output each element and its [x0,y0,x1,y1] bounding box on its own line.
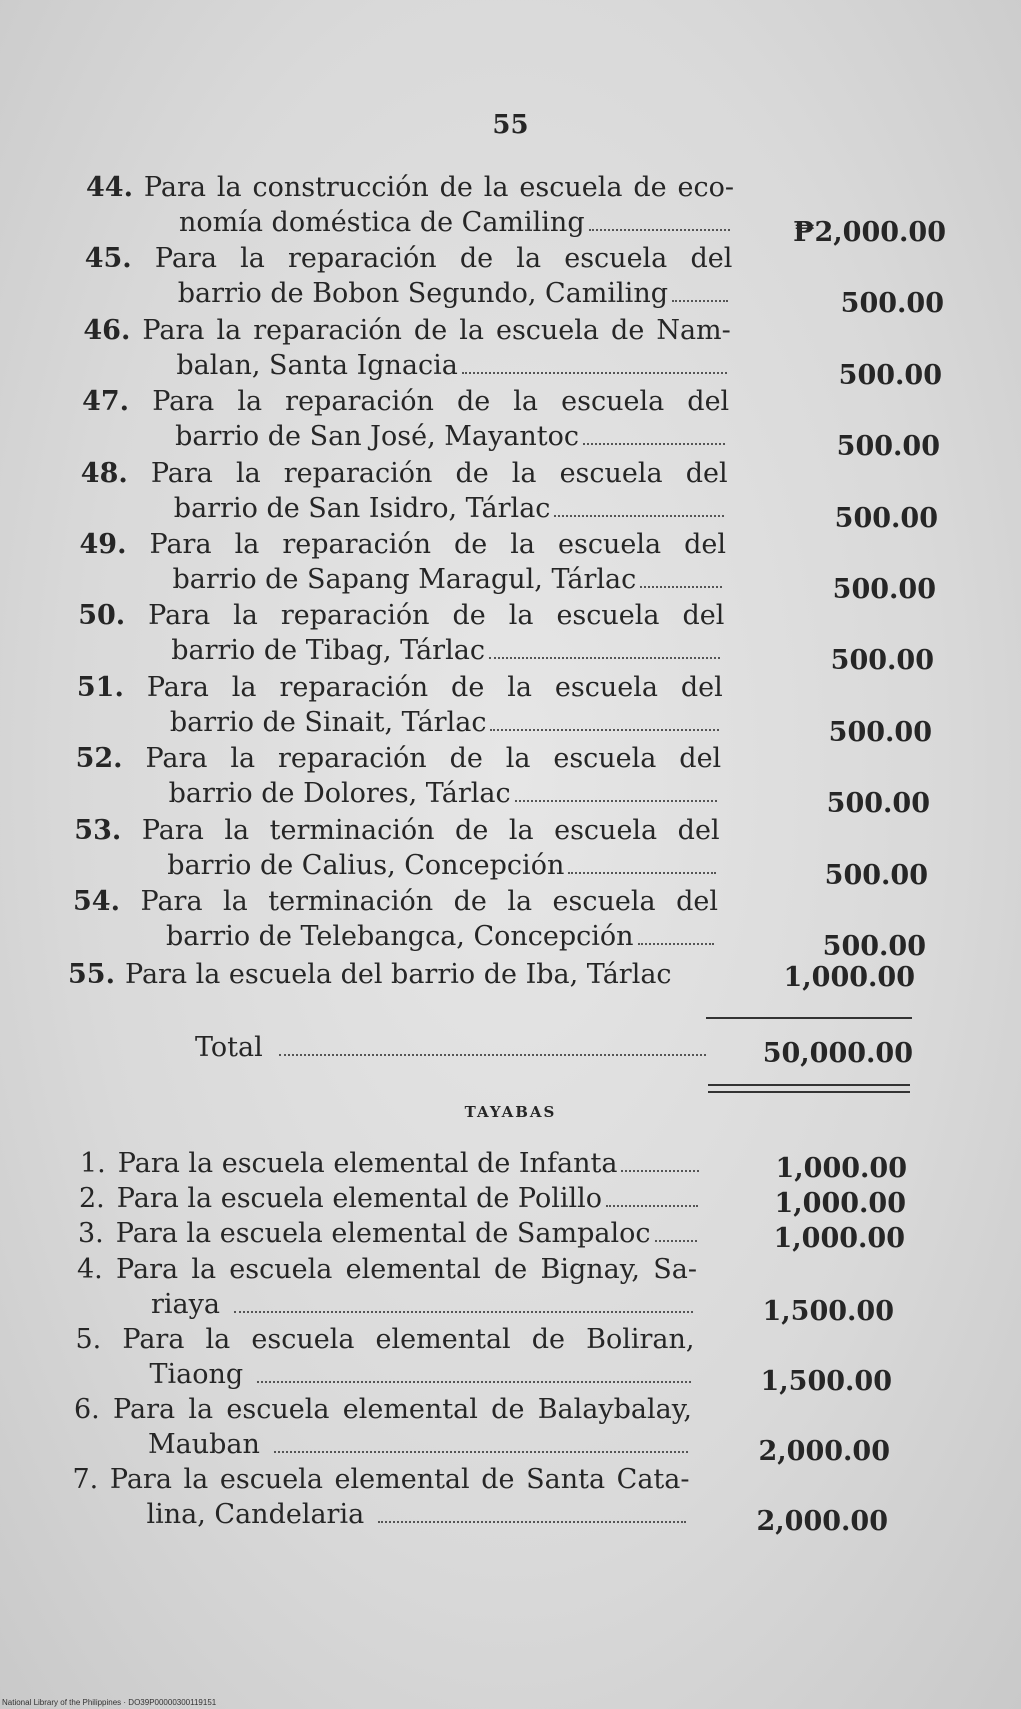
entry-line-1 [80,527,727,562]
entry-amount: 500.00 [840,288,944,320]
entry-line-1 [77,670,723,705]
entry-line-1 [73,1462,690,1497]
entry-line-1 [82,384,729,419]
total-label: Total [195,1032,263,1063]
entry-text-line-1: Para la escuela elemental de Balaybalay, [113,1394,692,1425]
entry-number: 5. [75,1324,102,1355]
entry-text-line-2: barrio de Sinait, Tárlac [169,706,487,738]
entry-number: 47. [82,386,130,418]
entry-item [81,456,728,526]
entry-text-line-1: Para la escuela elemental de Bignay, Sa- [116,1254,697,1285]
entry-amount: 500.00 [824,859,928,891]
total-row [195,1030,710,1065]
entry-text-line-1: Para la reparación de la escuela del [152,386,730,418]
entry-amount: 2,000.00 [756,1506,888,1537]
dot-leader [489,657,720,659]
dot-leader [655,1240,697,1242]
entry-number: 7. [72,1464,99,1495]
entry-item [73,884,718,954]
entry-text-line-2: riaya [151,1289,220,1320]
entry-item [85,241,733,311]
entry-line-1 [78,598,724,633]
dot-leader [583,443,725,445]
entry-line-1 [76,741,722,776]
entry-line-2 [83,348,730,383]
entry-line-2 [76,776,722,811]
dot-leader [234,1311,693,1313]
dot-leader [462,372,727,374]
entry-amount: ₱2,000.00 [793,217,946,248]
entry-text: Para la escuela elemental de Infanta [117,1148,618,1179]
entry-amount: 1,000.00 [773,1223,905,1254]
dot-leader [515,800,718,802]
entry-line-1 [74,1392,692,1427]
total-rule [706,1017,912,1019]
entry-text-line-2: lina, Candelaria [146,1499,365,1530]
entry-amount: 2,000.00 [758,1436,890,1467]
entry-text-line-1: Para la reparación de la escuela del [148,600,725,632]
entry-item [77,670,723,740]
footer-credit: National Library of the Philippines · DO39P00000300119151 [2,1698,217,1707]
entry-line-1 [77,1252,697,1287]
entry-item [73,1462,690,1532]
entry-text-line-1: Para la reparación de la escuela de Nam- [142,314,731,346]
entry-text-line-2: barrio de Dolores, Tárlac [168,778,511,810]
entry-amount: 1,000.00 [783,962,915,993]
dot-leader [640,586,722,588]
entry-text-line-1: Para la terminación de la escuela del [141,814,720,846]
entry-line-2 [81,491,728,526]
entry-line-2 [77,705,723,740]
entry-text: Para la escuela del barrio de Iba, Tárlac [124,959,672,990]
entry-amount: 500.00 [834,502,938,534]
entry-text-line-2: Tiaong [149,1359,244,1390]
entry-number: 48. [80,457,128,489]
dot-leader [672,300,728,302]
entry-text-line-1: Para la construcción de la escuela de eco- [143,172,734,203]
entry-item [86,170,734,240]
dot-leader [378,1521,685,1523]
entry-item [82,384,729,454]
entry-amount: 500.00 [828,716,932,748]
entry-item [80,527,727,597]
entry-number: 1. [80,1148,106,1179]
entry-text-line-1: Para la reparación de la escuela del [145,743,722,775]
dot-leader [621,1170,699,1172]
dot-leader [279,1054,706,1056]
double-rule-top [708,1084,910,1086]
entry-number: 55. [68,959,115,990]
entry-text-line-2: nomía doméstica de Camiling [179,207,585,238]
entry-line-2 [76,1357,695,1392]
entry-55-row [68,957,718,992]
entry-text: Para la escuela elemental de Sampaloc [115,1218,651,1249]
dot-leader [490,729,718,731]
entry-number: 54. [73,886,120,917]
entry-line-2 [73,1497,690,1532]
entry-item [77,1252,697,1322]
entry-text-line-2: balan, Santa Ignacia [176,349,458,381]
entry-number: 4. [77,1254,103,1285]
entry-text-line-2: barrio de Calius, Concepción [167,849,565,881]
entry-amount: 1,000.00 [775,1153,907,1184]
entry-amount: 1,500.00 [760,1366,892,1397]
entry-item [76,741,722,811]
entry-number: 46. [83,314,131,346]
entry-text-line-2: Mauban [148,1429,260,1460]
entry-line-2 [78,633,724,668]
entry-text-line-2: barrio de San Isidro, Tárlac [173,492,551,524]
entry-number: 49. [79,529,127,560]
dot-leader [257,1381,690,1383]
entry-line-1 [81,456,728,491]
entry-line-2 [77,1287,697,1322]
entry-line-1 [76,1322,695,1357]
entry-text-line-1: Para la reparación de la escuela del [146,671,723,703]
entry-line-2 [74,848,719,883]
entry-text-line-2: barrio de Telebangca, Concepción [166,921,634,952]
total-amount: 50,000.00 [762,1038,913,1069]
double-rule-bottom [708,1091,910,1093]
dot-leader [638,943,714,945]
entry-amount: 500.00 [832,574,936,605]
entry-item [80,1146,703,1181]
entry-line-2 [85,276,733,311]
entry-amount: 500.00 [826,788,930,820]
page-number: 55 [492,110,529,140]
entry-number: 45. [84,243,132,275]
entry-line-1 [74,813,719,848]
dot-leader [554,515,723,517]
entry-line-1 [85,241,733,276]
entry-line-1 [73,884,718,919]
dot-leader [274,1451,688,1453]
entry-line-2 [86,205,734,240]
entry-number: 6. [74,1394,100,1425]
entry-item [78,1216,701,1251]
entry-item [79,1181,702,1216]
entry-amount: 1,000.00 [774,1188,906,1219]
entry-number: 3. [78,1218,104,1249]
entry-amount: 500.00 [838,359,942,391]
entry-amount: 500.00 [822,931,926,962]
entry-item [74,1392,692,1462]
entry-text-line-2: barrio de San José, Mayantoc [175,421,579,453]
entry-text-line-2: barrio de Tibag, Tárlac [171,635,485,667]
entry-amount: 500.00 [836,431,940,463]
entry-number: 44. [86,172,133,203]
entry-line-1 [86,170,734,205]
entry-line-2 [73,919,718,954]
entry-text-line-1: Para la escuela elemental de Santa Cata- [109,1464,690,1495]
entry-line-1 [83,313,730,348]
entry-text-line-2: barrio de Sapang Maragul, Tárlac [172,564,637,595]
entry-number: 53. [74,814,122,846]
dot-leader [568,872,715,874]
entry-text-line-1: Para la reparación de la escuela del [154,243,733,275]
entry-item [83,313,730,383]
entry-text-line-1: Para la reparación de la escuela del [149,529,726,560]
dot-leader [606,1205,698,1207]
entry-item [78,598,724,668]
entry-text: Para la escuela elemental de Polillo [116,1183,603,1214]
entry-amount: 500.00 [830,645,934,677]
entry-text-line-2: barrio de Bobon Segundo, Camiling [177,278,668,310]
entry-line-2 [74,1427,692,1462]
entry-number: 52. [75,743,123,775]
entry-text-line-1: Para la reparación de la escuela del [150,457,728,489]
entry-number: 50. [78,600,126,632]
entry-text-line-1: Para la terminación de la escuela del [140,886,718,917]
section-title: TAYABAS [464,1103,557,1121]
entry-line-2 [82,419,729,454]
entry-number: 2. [79,1183,105,1214]
entry-line-2 [80,562,727,597]
entry-number: 51. [76,671,124,703]
dot-leader [589,229,730,231]
entry-item [74,813,719,883]
entry-text-line-1: Para la escuela elemental de Boliran, [122,1324,695,1355]
entry-amount: 1,500.00 [762,1296,894,1327]
entry-item [76,1322,695,1392]
